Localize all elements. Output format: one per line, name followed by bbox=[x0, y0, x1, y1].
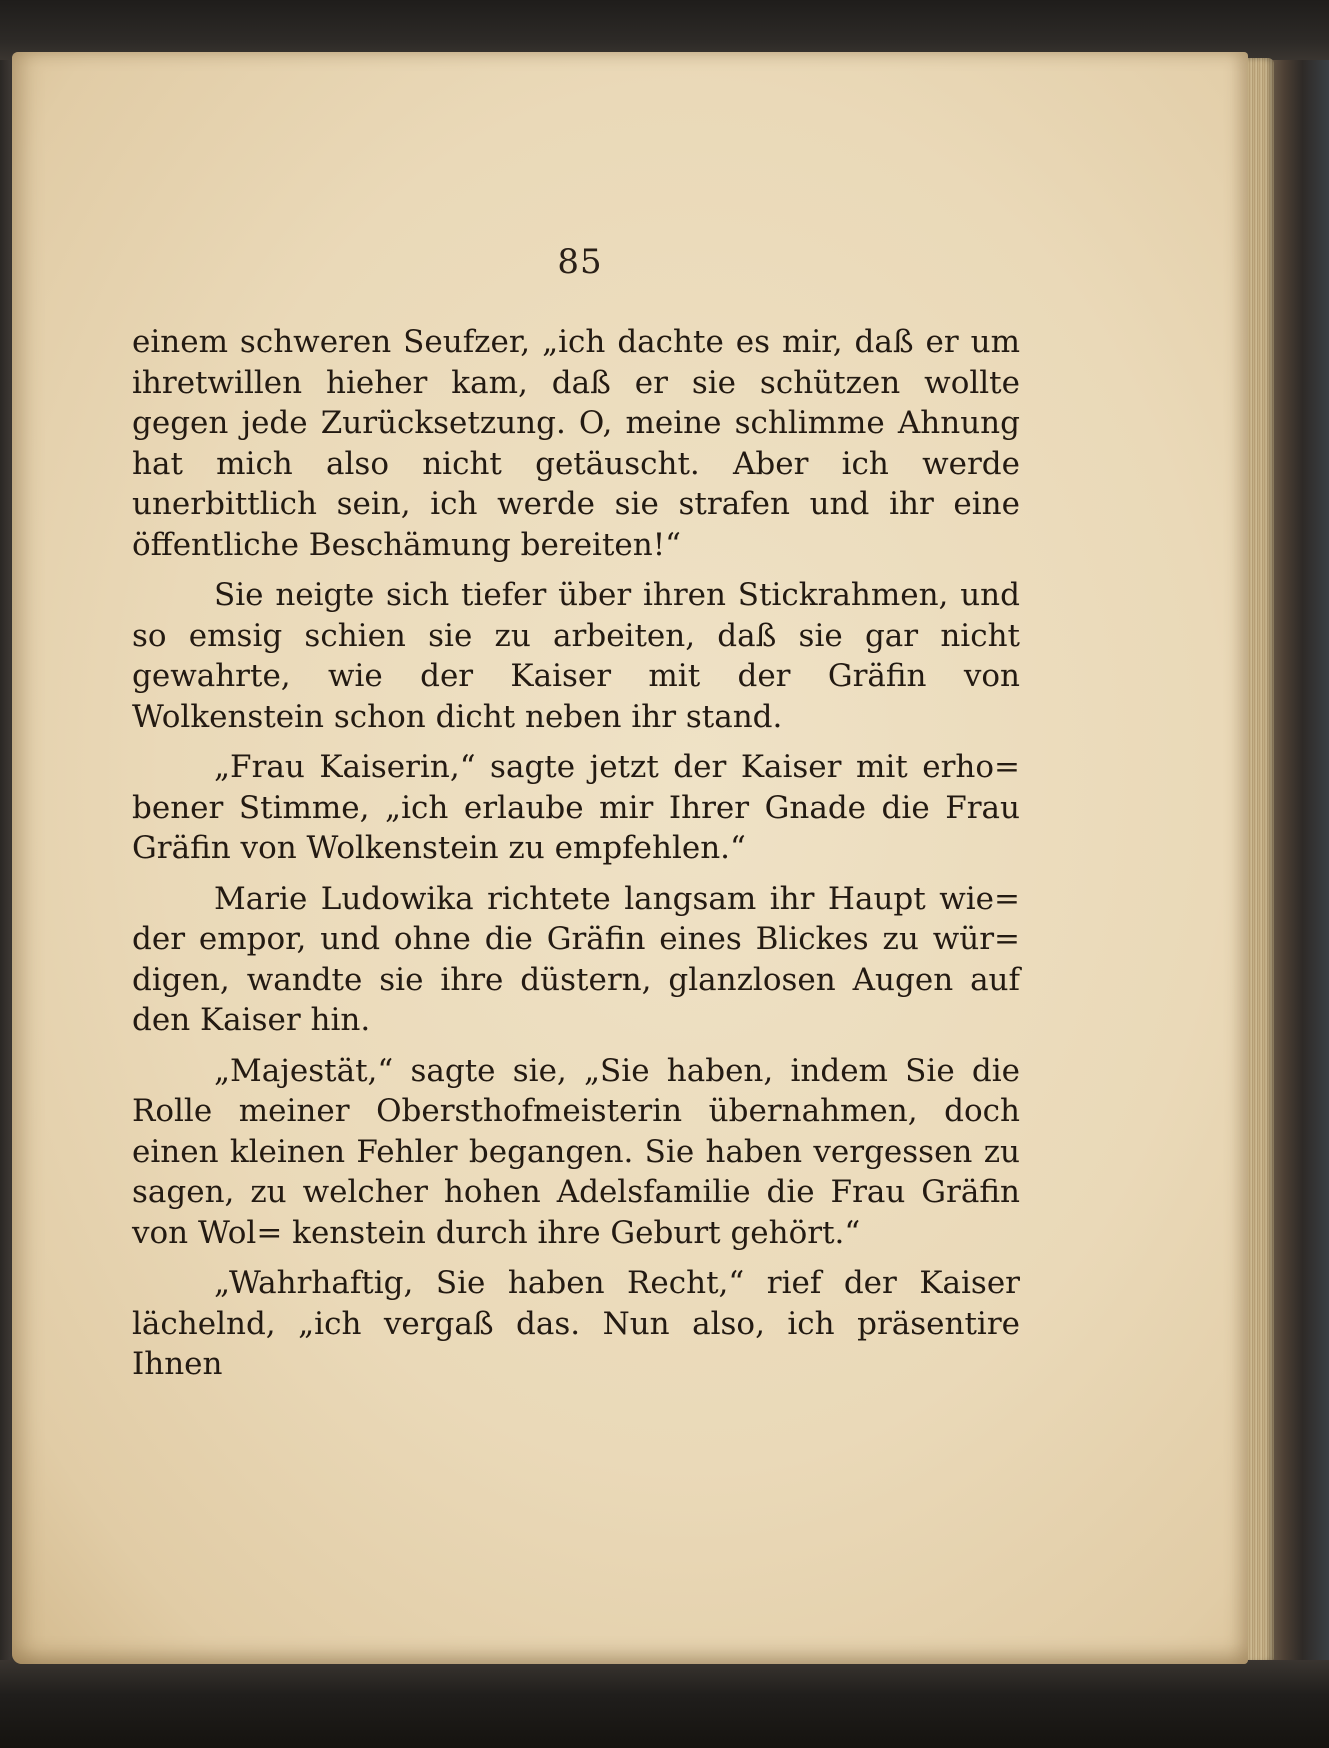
body-text bbox=[132, 322, 1020, 1395]
paragraph-4: Marie Ludowika richtete langsam ihr Haupt wie= der empor, und ohne die Gräfin eines Blickes zu wür= digen, wandte sie ihre düstern, glanzlosen Augen auf den Kaiser hin. bbox=[132, 880, 1020, 1038]
paragraph-6: „Wahrhaftig, Sie haben Recht,“ rief der Kaiser lächelnd, „ich vergaß das. Nun also, ich präsentire Ihnen bbox=[132, 1265, 1020, 1382]
paragraph-3: „Frau Kaiserin,“ sagte jetzt der Kaiser mit erho= bener Stimme, „ich erlaube mir Ihrer Gnade die Frau Gräfin von Wolkenstein zu empfehlen.“ bbox=[132, 749, 1020, 866]
paragraph-1: einem schweren Seufzer, „ich dachte es mir, daß er um ihretwillen hieher kam, daß er sie schützen wollte gegen jede Zurücksetzung. O, meine schlimme Ahnung hat mich also nicht getäuscht. Aber ich werde unerbittlich sein, ich werde sie strafen und ihr eine öffentliche Beschämung bereiten!“ bbox=[132, 324, 1020, 563]
paragraph-2: Sie neigte sich tiefer über ihren Stickrahmen, und so emsig schien sie zu arbeiten, daß sie gar nicht gewahrte, wie der Kaiser mit der Gräfin von Wolkenstein schon dicht neben ihr stand. bbox=[132, 577, 1020, 735]
page-number: 85 bbox=[557, 242, 603, 282]
book-cover-bottom bbox=[0, 1660, 1329, 1748]
book-page bbox=[12, 52, 1248, 1664]
book-cover-spine-edge bbox=[1270, 60, 1329, 1660]
paragraph-5: „Majestät,“ sagte sie, „Sie haben, indem Sie die Rolle meiner Obersthofmeisterin übernahmen, doch einen kleinen Fehler begangen. Sie haben vergessen zu sagen, zu welcher hohen Adelsfamilie die Frau Gräfin von Wol= kenstein durch ihre Geburt gehört.“ bbox=[132, 1052, 1020, 1251]
book-cover-top bbox=[0, 0, 1329, 60]
